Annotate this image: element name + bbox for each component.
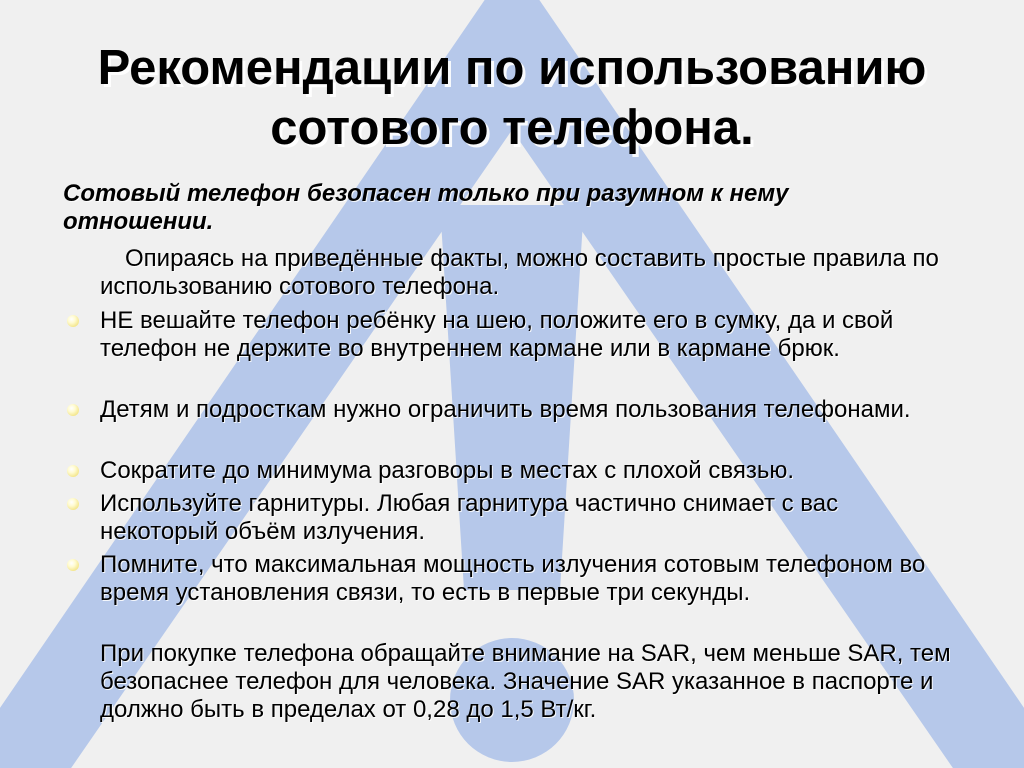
list-item (100, 457, 960, 485)
bullet-dot-icon (67, 498, 79, 510)
list-item (100, 396, 960, 424)
lead-statement: Сотовый телефон безопасен только при разумном к нему отношении. (63, 180, 789, 235)
list-item-text: Используйте гарнитуры. Любая гарнитура частично снимает с вас некоторый объём излучения. (100, 490, 839, 545)
list-item (100, 307, 960, 363)
slide-title-line-1: Рекомендации по использованию (97, 41, 927, 95)
list-item (100, 551, 960, 607)
list-item (100, 490, 960, 546)
slide-title-line-2: сотового телефона. (270, 101, 754, 155)
intro-paragraph: Опираясь на приведённые факты, можно составить простые правила по использованию сотового телефона. (100, 245, 939, 300)
bullet-dot-icon (67, 404, 79, 416)
list-item-text: НЕ вешайте телефон ребёнку на шею, положите его в сумку, да и свой телефон не держите во внутреннем кармане или в кармане брюк. (100, 307, 894, 362)
list-item-text: Сократите до минимума разговоры в местах с плохой связью. (100, 457, 795, 484)
sar-paragraph: При покупке телефона обращайте внимание на SAR, чем меньше SAR, тем безопаснее телефон для человека. Значение SAR указанное в паспорте и должно быть в пределах от 0,28 до 1,5 Вт/кг. (100, 640, 951, 723)
list-item-text: Детям и подросткам нужно ограничить время пользования телефонами. (100, 396, 911, 423)
slide-body (0, 180, 1024, 768)
bullet-dot-icon (67, 559, 79, 571)
list-item-text: Помните, что максимальная мощность излучения сотовым телефоном во время установления связи, то есть в первые три секунды. (100, 551, 926, 606)
slide-title (0, 38, 1024, 158)
bullet-dot-icon (67, 315, 79, 327)
bullet-dot-icon (67, 465, 79, 477)
